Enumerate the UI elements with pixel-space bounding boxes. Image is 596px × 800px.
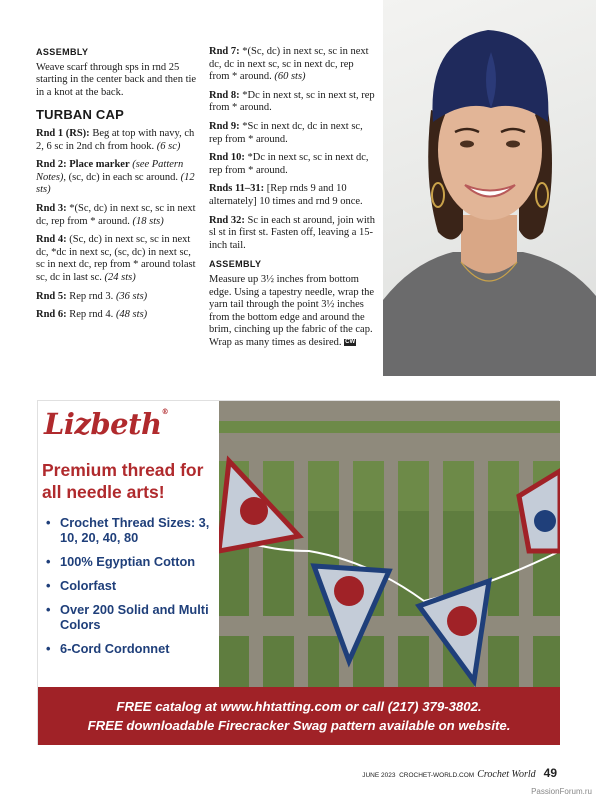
- list-item: • 100% Egyptian Cotton: [46, 554, 221, 569]
- round-1: Rnd 1 (RS): Beg at top with navy, ch 2, 6 sc in 2nd ch from hook. (6 sc): [36, 127, 195, 152]
- round-5: Rnd 5: Rep rnd 3. (36 sts): [36, 290, 148, 302]
- pattern-line: FREE downloadable Firecracker Swag pattern available on website.: [87, 718, 511, 733]
- column-middle: [209, 46, 375, 355]
- rounds-11-31: Rnds 11–31: [Rep rnds 9 and 10 alternately] 10 times and rnd 9 once.: [209, 183, 363, 207]
- round-3: Rnd 3: *(Sc, dc) in next sc, sc in next dc, rep from * around. (18 sts): [36, 202, 196, 227]
- model-illustration: [383, 0, 596, 376]
- lizbeth-advertisement: [37, 400, 559, 745]
- list-item: • Colorfast: [46, 578, 221, 593]
- lizbeth-logo: Lizbeth®: [44, 407, 169, 441]
- round-9: Rnd 9: *Sc in next dc, dc in next sc, rep from * around.: [209, 120, 363, 145]
- list-item: • Crochet Thread Sizes: 3, 10, 20, 40, 80: [46, 515, 221, 545]
- watermark: PassionForum.ru: [531, 787, 592, 796]
- round-10: Rnd 10: *Dc in next sc, sc in next dc, rep from * around.: [209, 152, 369, 176]
- website: CROCHET-WORLD.COM: [399, 772, 475, 779]
- bench-bunting-illustration: [219, 401, 560, 687]
- publication-name: Crochet World: [477, 769, 536, 780]
- round-32: Rnd 32: Sc in each st around, join with sl st in first st. Fasten off, leaving a 15-inch tail.: [209, 214, 375, 251]
- list-item: • Over 200 Solid and Multi Colors: [46, 602, 221, 632]
- round-8: Rnd 8: *Dc in next st, sc in next st, rep from * around.: [209, 89, 375, 114]
- ad-tagline: Premium thread for all needle arts!: [42, 460, 204, 502]
- assembly-text: Measure up 3½ inches from bottom edge. Using a tapestry needle, wrap the yarn tail through the point 3½ inches from the bottom edge and around the brim, cinching up the fabric of the cap. Wrap as many times as desired. CW: [209, 273, 375, 348]
- ad-footer: [38, 687, 560, 745]
- assembly-heading: ASSEMBLY: [36, 47, 89, 57]
- round-7: Rnd 7: *(Sc, dc) in next sc, sc in next dc, dc in next sc, sc in next dc, rep from * around. (60 sts): [209, 46, 369, 83]
- page-footer: [362, 766, 557, 780]
- list-item: • 6-Cord Cordonnet: [46, 641, 221, 656]
- round-2: Rnd 2: Place marker (see Pattern Notes), (sc, dc) in each sc around. (12 sts): [36, 159, 195, 196]
- round-4: Rnd 4: (Sc, dc) in next sc, sc in next dc, *dc in next sc, (sc, dc) in next sc, sc in next dc, rep from * around tolast sc, dc in last sc. (24 sts): [36, 234, 196, 283]
- round-6: Rnd 6: Rep rnd 4. (48 sts): [36, 309, 148, 321]
- assembly-heading: ASSEMBLY: [209, 259, 262, 270]
- ad-text-panel: [38, 401, 219, 687]
- column-left: [36, 46, 198, 328]
- feature-list: [46, 515, 221, 665]
- model-photo: [383, 0, 596, 376]
- section-title: TURBAN CAP: [36, 107, 124, 123]
- issue-date: JUNE 2023: [362, 772, 396, 779]
- assembly-text: Weave scarf through sps in rnd 25 starting in the center back and then tie in a knot at the back.: [36, 61, 197, 98]
- page-number: 49: [543, 766, 557, 780]
- end-mark-icon: CW: [345, 338, 356, 345]
- catalog-line: FREE catalog at www.hhtatting.com or call (217) 379-3802.: [116, 699, 482, 714]
- bunting-photo: [219, 401, 560, 687]
